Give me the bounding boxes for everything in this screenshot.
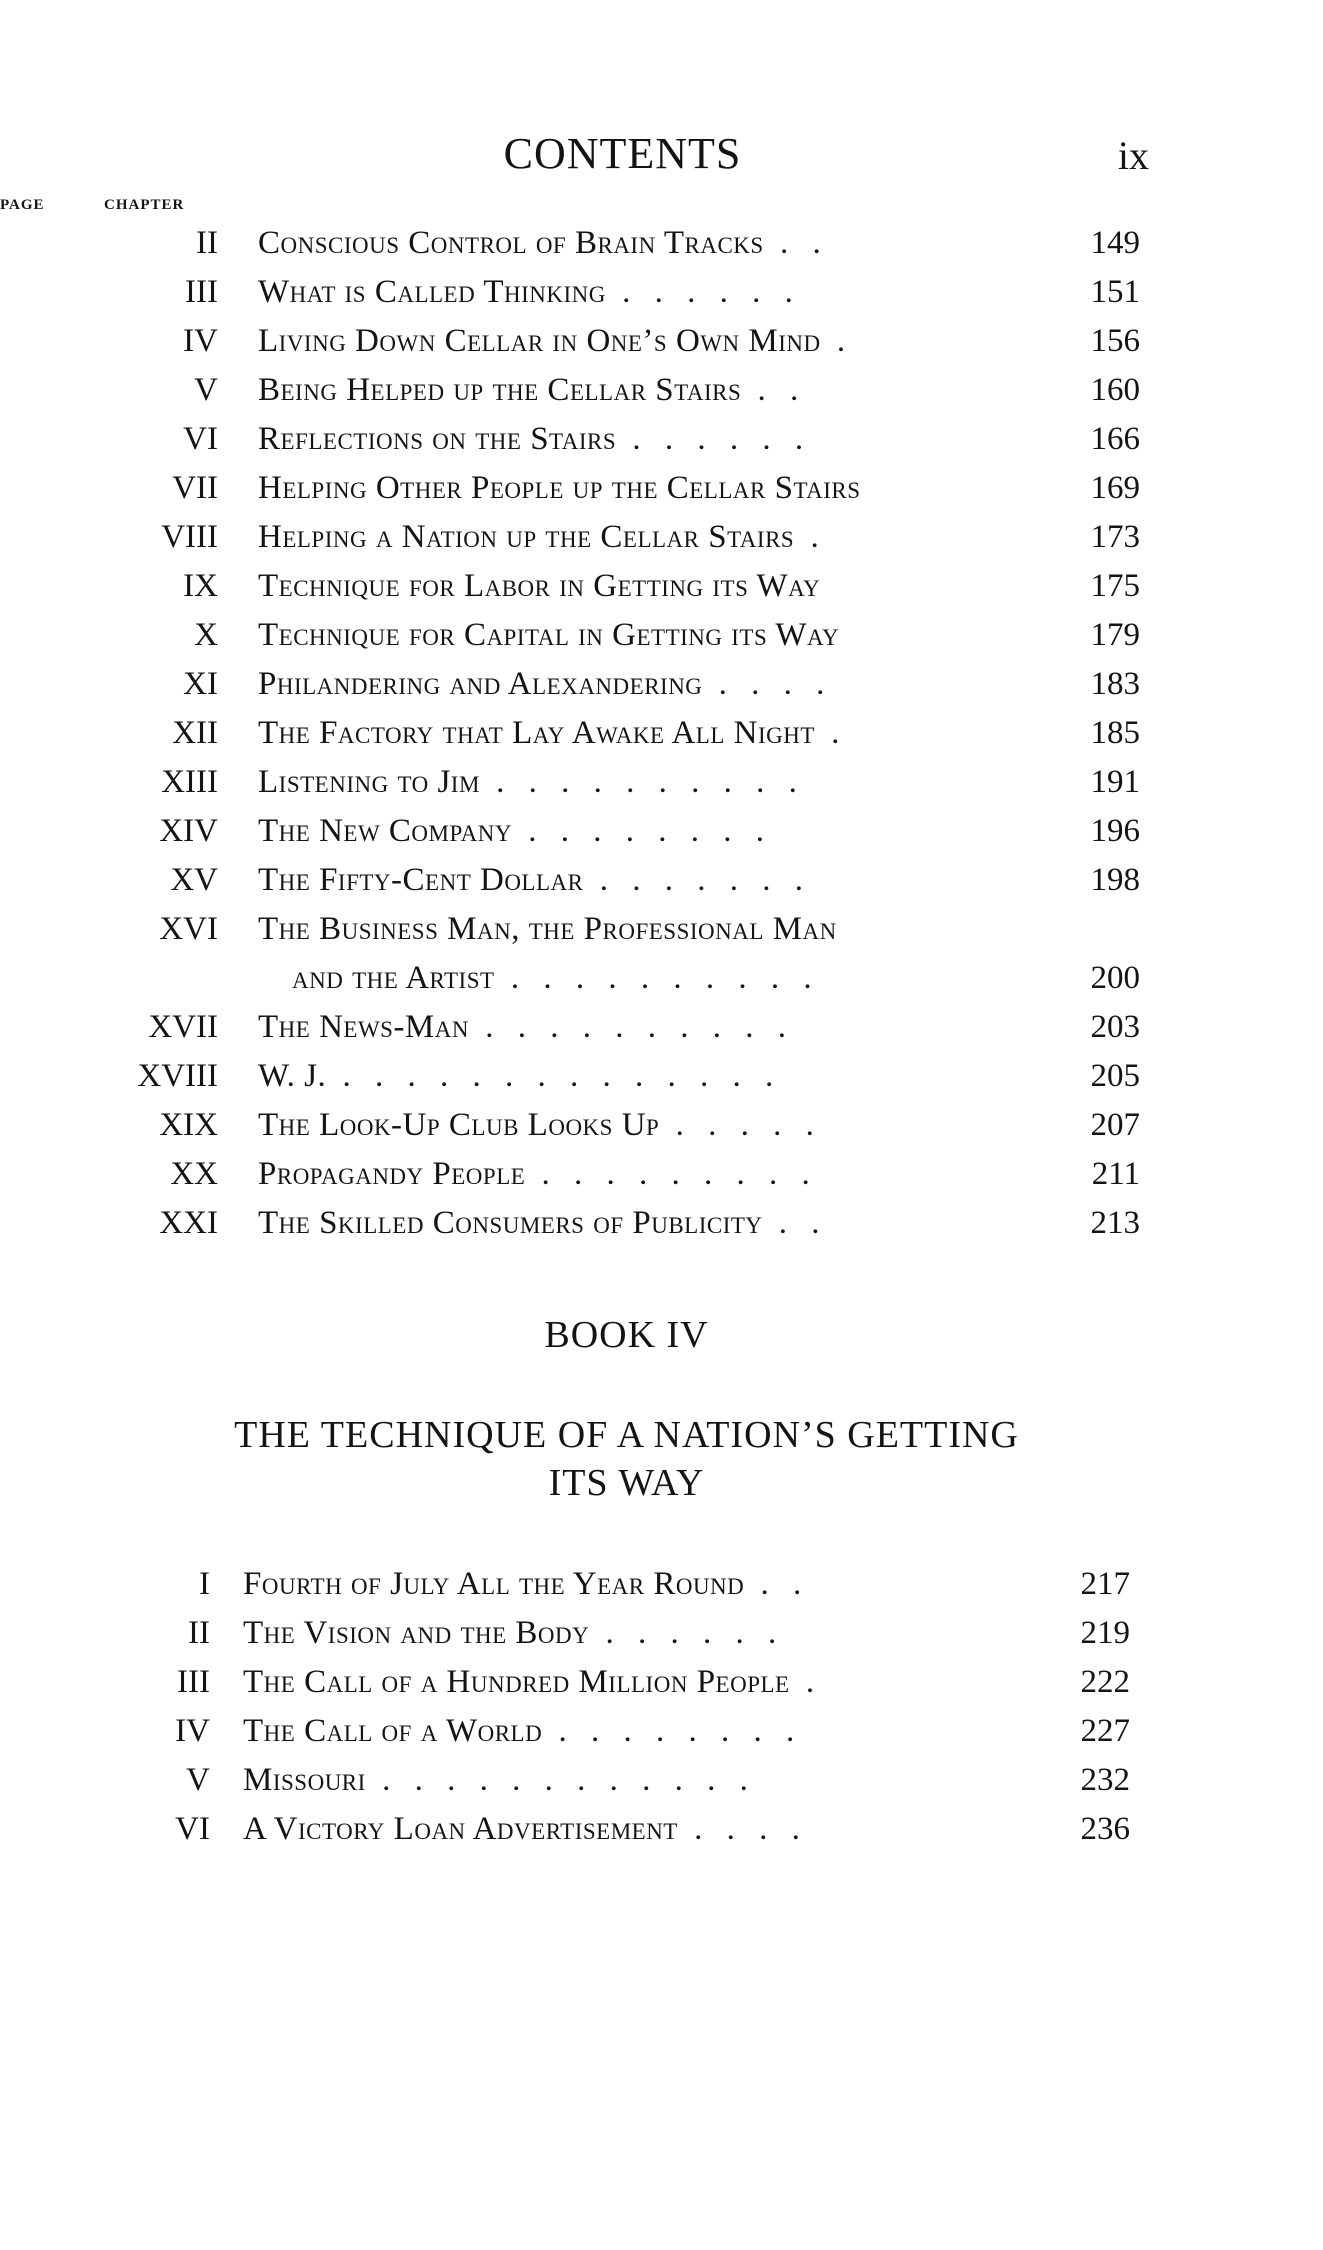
- chapter-title: Propagandy People . . . . . . . . .: [258, 1156, 818, 1192]
- chapter-title: Missouri . . . . . . . . . . . .: [243, 1762, 756, 1798]
- chapter-page: 191: [1090, 764, 1140, 800]
- toc-row: [0, 1805, 1323, 1854]
- chapter-title: The Look-Up Club Looks Up . . . . .: [258, 1107, 822, 1143]
- toc-row: [0, 856, 1323, 905]
- chapter-title: Philandering and Alexandering . . . .: [258, 666, 833, 702]
- chapter-title: The Skilled Consumers of Publicity . .: [258, 1205, 828, 1241]
- toc-row: [0, 1052, 1323, 1101]
- chapter-page: 219: [1080, 1615, 1130, 1651]
- chapter-title: Technique for Labor in Getting its Way: [258, 568, 821, 604]
- chapter-page: 232: [1080, 1762, 1130, 1798]
- toc-row: [0, 1150, 1323, 1199]
- book-heading: BOOK IV: [544, 1314, 709, 1356]
- chapter-page: 211: [1091, 1156, 1140, 1192]
- chapter-page: 156: [1090, 323, 1140, 359]
- toc-row: [0, 1199, 1323, 1248]
- toc-row: [0, 611, 1323, 660]
- chapter-title: A Victory Loan Advertisement . . . .: [243, 1811, 808, 1847]
- chapter-title: Fourth of July All the Year Round . .: [243, 1566, 810, 1602]
- chapter-title: The News-Man . . . . . . . . . .: [258, 1009, 794, 1045]
- chapter-number: IV: [183, 323, 218, 359]
- chapter-page: 222: [1080, 1664, 1130, 1700]
- chapter-page: 185: [1090, 715, 1140, 751]
- chapter-number: IX: [183, 568, 218, 604]
- chapter-title: The Vision and the Body . . . . . .: [243, 1615, 785, 1651]
- chapter-number: III: [177, 1664, 210, 1700]
- chapter-page: 179: [1090, 617, 1140, 653]
- chapter-number: XIX: [159, 1107, 218, 1143]
- chapter-number: V: [194, 372, 218, 408]
- chapter-number: XVI: [159, 911, 218, 947]
- chapter-number: II: [188, 1615, 210, 1651]
- chapter-number: XV: [170, 862, 218, 898]
- chapter-title: Listening to Jim . . . . . . . . . .: [258, 764, 805, 800]
- chapter-page: 160: [1090, 372, 1140, 408]
- chapter-number: VI: [175, 1811, 210, 1847]
- toc-row: [0, 1003, 1323, 1052]
- chapter-column-label: CHAPTER: [104, 197, 185, 213]
- toc-row: [0, 219, 1323, 268]
- toc-row: [0, 1707, 1323, 1756]
- chapter-title: The New Company . . . . . . . .: [258, 813, 772, 849]
- toc-row: [0, 268, 1323, 317]
- page-column-label: PAGE: [0, 197, 45, 213]
- chapter-title: and the Artist . . . . . . . . . .: [292, 960, 820, 996]
- chapter-page: 203: [1090, 1009, 1140, 1045]
- chapter-number: XII: [172, 715, 218, 751]
- toc-row: [0, 1609, 1323, 1658]
- toc-row: [0, 807, 1323, 856]
- chapter-number: VIII: [161, 519, 218, 555]
- chapter-title: The Factory that Lay Awake All Night .: [258, 715, 848, 751]
- chapter-number: X: [194, 617, 218, 653]
- chapter-number: III: [185, 274, 218, 310]
- toc-row: [0, 905, 1323, 954]
- chapter-number: VI: [183, 421, 218, 457]
- chapter-number: VII: [172, 470, 218, 506]
- chapter-page: 196: [1090, 813, 1140, 849]
- page-number: ix: [1117, 133, 1149, 178]
- chapter-number: I: [199, 1566, 210, 1602]
- toc-row: [0, 1101, 1323, 1150]
- chapter-page: 200: [1090, 960, 1140, 996]
- page-title: CONTENTS: [503, 129, 742, 178]
- chapter-number: XIII: [161, 764, 218, 800]
- chapter-page: 207: [1090, 1107, 1140, 1143]
- book3-toc-list: [0, 219, 1323, 1248]
- chapter-number: XI: [183, 666, 218, 702]
- toc-row: [0, 660, 1323, 709]
- chapter-page: 183: [1090, 666, 1140, 702]
- chapter-page: 149: [1090, 225, 1140, 261]
- chapter-page: 175: [1090, 568, 1140, 604]
- book-title: [0, 1411, 1253, 1507]
- chapter-page: 213: [1090, 1205, 1140, 1241]
- chapter-title: The Call of a Hundred Million People .: [243, 1664, 823, 1700]
- chapter-page: 173: [1090, 519, 1140, 555]
- chapter-title: Being Helped up the Cellar Stairs . .: [258, 372, 807, 408]
- chapter-title: W. J. . . . . . . . . . . . . . .: [258, 1058, 782, 1094]
- toc-row-continuation: [0, 954, 1323, 1003]
- chapter-number: XX: [170, 1156, 218, 1192]
- chapter-title: What is Called Thinking . . . . . .: [258, 274, 801, 310]
- toc-row: [0, 317, 1323, 366]
- chapter-title: The Business Man, the Professional Man: [258, 911, 837, 947]
- chapter-page: 227: [1080, 1713, 1130, 1749]
- toc-row: [0, 709, 1323, 758]
- chapter-number: XXI: [159, 1205, 218, 1241]
- chapter-page: 151: [1090, 274, 1140, 310]
- chapter-page: 217: [1080, 1566, 1130, 1602]
- toc-row: [0, 366, 1323, 415]
- chapter-number: V: [186, 1762, 210, 1798]
- chapter-page: 166: [1090, 421, 1140, 457]
- toc-row: [0, 562, 1323, 611]
- toc-row: [0, 513, 1323, 562]
- chapter-page: 236: [1080, 1811, 1130, 1847]
- chapter-number: XVIII: [137, 1058, 218, 1094]
- chapter-page: 169: [1090, 470, 1140, 506]
- chapter-number: II: [196, 225, 218, 261]
- book-title-line: ITS WAY: [548, 1462, 705, 1504]
- toc-row: [0, 1560, 1323, 1609]
- chapter-page: 205: [1090, 1058, 1140, 1094]
- chapter-title: Conscious Control of Brain Tracks . .: [258, 225, 829, 261]
- chapter-title: The Fifty-Cent Dollar . . . . . . .: [258, 862, 811, 898]
- book-title-line: THE TECHNIQUE OF A NATION’S GETTING: [234, 1414, 1019, 1456]
- chapter-page: 198: [1090, 862, 1140, 898]
- toc-row: [0, 415, 1323, 464]
- toc-row: [0, 464, 1323, 513]
- chapter-title: Helping a Nation up the Cellar Stairs .: [258, 519, 827, 555]
- toc-row: [0, 758, 1323, 807]
- chapter-title: Helping Other People up the Cellar Stairs: [258, 470, 861, 506]
- chapter-number: IV: [175, 1713, 210, 1749]
- toc-row: [0, 1658, 1323, 1707]
- chapter-number: XIV: [159, 813, 218, 849]
- chapter-title: Living Down Cellar in One’s Own Mind .: [258, 323, 854, 359]
- book4-toc-list: [0, 1560, 1323, 1854]
- toc-row: [0, 1756, 1323, 1805]
- chapter-number: XVII: [148, 1009, 218, 1045]
- chapter-title: Technique for Capital in Getting its Way: [258, 617, 840, 653]
- chapter-title: Reflections on the Stairs . . . . . .: [258, 421, 812, 457]
- chapter-title: The Call of a World . . . . . . . .: [243, 1713, 803, 1749]
